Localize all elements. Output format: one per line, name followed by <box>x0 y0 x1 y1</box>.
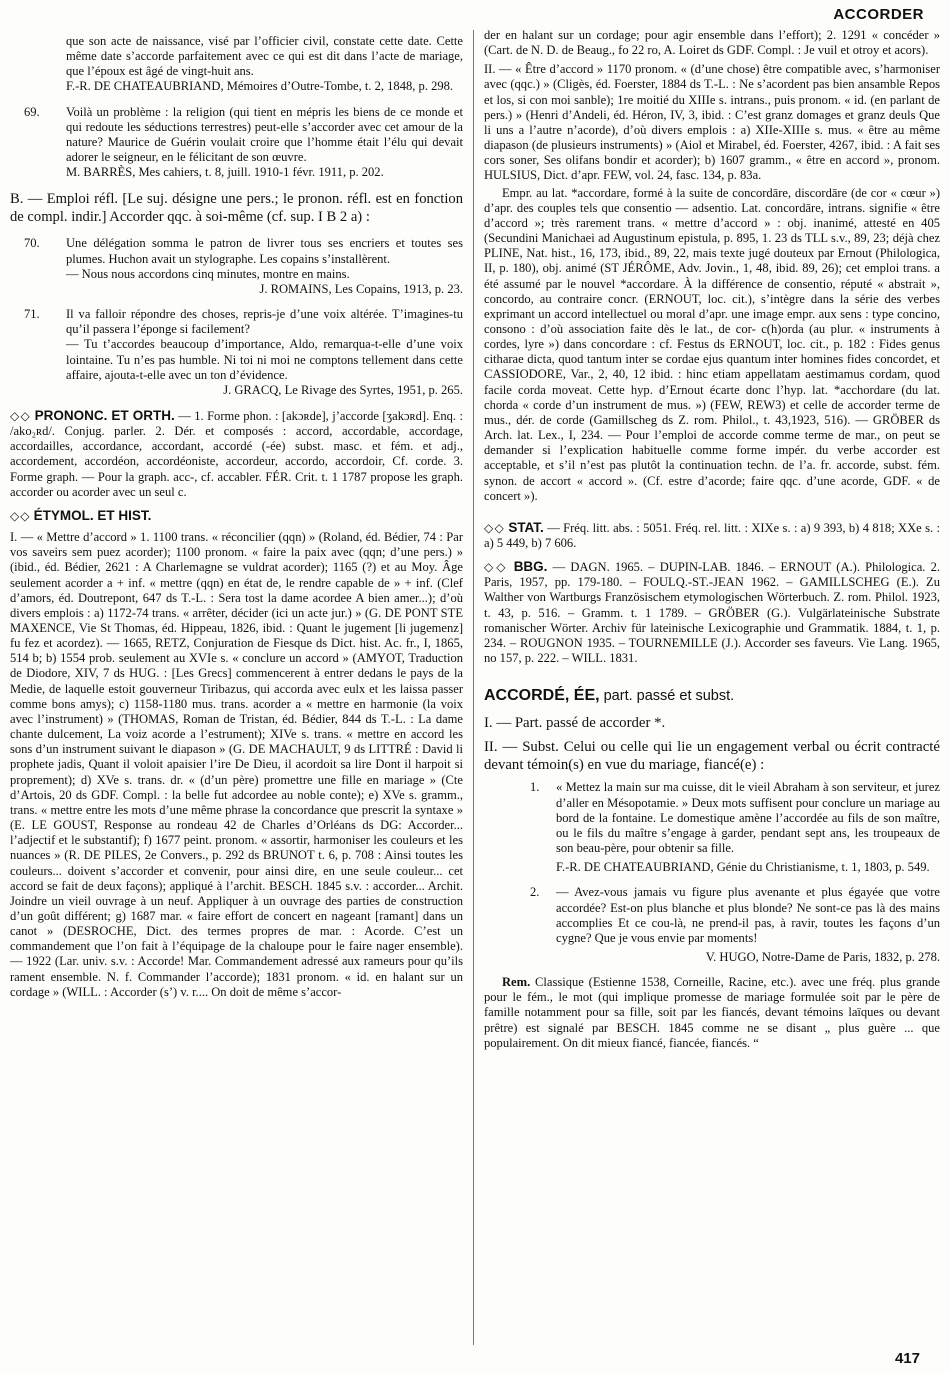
diamond-icon: ◇◇ <box>10 508 31 523</box>
quote-number: 71. <box>24 307 40 322</box>
quote-text: que son acte de naissance, visé par l’officier civil, constate cette date. Cette même date s’accorde parfaitement avec ce qui est dit dans l’acte de mariage, que l’époux est âgé de vingt-huit ans. <box>66 34 463 79</box>
running-head: ACCORDER <box>833 6 924 23</box>
quote-source: F.-R. DE CHATEAUBRIAND, Génie du Christianisme, t. 1, 1803, p. 549. <box>556 860 930 875</box>
quote-number: 69. <box>24 104 40 119</box>
quote-text: — Nous nous accordons cinq minutes, montre en mains. <box>66 266 350 281</box>
etymology-continuation: der en halant sur un cordage; pour agir ensemble dans l’effort); 2. 1291 « concéder » (Cart. de N. D. de Beaug., fo 22 ro, A. Loiret ds GDF. Compl. : Je vuil et otroy et acors). <box>484 28 940 58</box>
quote-69 <box>10 105 463 181</box>
section-b-heading: B. — Emploi réfl. [Le suj. désigne une pers.; le pronon. réfl. est en fonction de compl. indir.] Accorder qqc. à soi-même (cf. sup. I B 2 a) : <box>10 191 463 226</box>
rubric-title: PRONONC. ET ORTH. <box>34 407 175 423</box>
diamond-icon: ◇◇ <box>10 408 32 423</box>
left-column <box>10 34 463 1344</box>
rubric-text: — DAGN. 1965. – DUPIN-LAB. 1846. – ERNOUT (A.). Philologica. 2. Paris, 1957, pp. 179-180. – FOULQ.-ST.-JEAN 1962. – GAMILLSCHEG (E.). Zu Walther von Wartburgs Französischem etymologischen Wörterbuch. Z. rom. Philol. 1923, t. 43, p. 516. – Gramm. t. 1 1789. – GRÖBER (G.). Vulgärlateinische Substrate romanischer Wörter. Archiv für lateinische Lexicographie und Grammatik. 1884, t. 1, p. 234. – ROUGNON 1935. – TOURNEMILLE (J.). Accorder ses faveurs. Vie Lang. 1965, no 157, p. 222. – WILL. 1831. <box>484 560 940 666</box>
diamond-icon: ◇◇ <box>484 520 505 535</box>
remark <box>484 975 940 1051</box>
quote-body: Une délégation somma le patron de livrer tous ses encriers et toutes ses plumes. Huchon avait un stylographe. Les copains s’installèrent. <box>66 236 463 266</box>
rubric-text: — 1. Forme phon. : [akɔʀde], j’accorde [ʒakɔʀd]. Enq. : /ako₂ʀd/. Conjug. parler. 2. Dér. et composés : accord, accordable, accordage, accordailles, accordance, accordant, accordé (-ée) subst. masc. et fém. et adj., accordement, accordéon, accordéoniste, accordeur, accordo, accordoir, Cf. corde. 3. Forme graph. — Pour la graph. acc-, cf. accabler. FÉR. Crit. t. 1 1787 propose les graph. accorder ou acorder avec un seul c. <box>10 408 463 499</box>
quote-body: Il va falloir répondre des choses, repris-je d’une voix altérée. T’imagines-tu qu’il passera l’éponge si facilement? <box>66 307 463 337</box>
quote-number: 1. <box>530 780 540 795</box>
quote-70 <box>10 236 463 297</box>
statistics-rubric <box>484 520 940 551</box>
column-divider <box>473 30 474 1345</box>
etymology-borrowing: Empr. au lat. *accordare, formé à la suite de concordāre, discordāre (de cor « cœur ») d’apr. des couples tels que consentio — adsentio. Lat. concordāre, intrans. signifie « être d’accord »; très rarement trans. « mettre d’accord » : obj. inanimé, attesté en 405 (Secundini Manichaei ad Augustinum epistula, p. 895, 1. 23 ds TLL s.v., 89, 23; déjà chez PLINE, Nat. hist., 16, 173, ibid., 89, 22, mais texte jugé douteux par Ernout (Philologica, II, p. 180), obj. animé (ST JÉRÔME, Adv. Jovin., 1, 48, ibid. 89, 26); cet emploi trans. a été assumé par le nouvel *accordare. À la différence de consentio, réputé « abstrait », concordo, au contraire concr. (ERNOUT, loc. cit.), s’intègre dans la série des verbes exprimant un accord intellectuel ou moral d’apr. une image empr. aux sens : type concino, consono : d’où association faite dès le lat., de cor- c(h)orda (au plur. « instruments à cordes, lyre ») dans concordare : cf. Festus ds ERNOUT, loc. cit., p. 182 : Fides genus citharae dicta, quod tantum inter se cordae ejus quantum inter homines fides concordet, et CASSIODORE, Var., 2, 40, 12 ibid. : hinc etiam appellatam aestimamus cordam, quod facile corda moveat. Cette hyp. d’Ernout écarte donc l’hyp. lat. *acchordare (du lat. chorda « corde d’un instrument de mus. ») (FEW, REW3) et celle de accorder terme de mus., dér. de corde (Gamillscheg ds Z. rom. Philol., t. 43,1923, 516). — GRÖBER ds Arch. lat. Lex., I, 234. — Pour l’emploi de accorde comme terme de mar., on peut se demander si l’explication habituelle comme forme impér. du verbe accorder est acceptable, et s’il n’est pas plutôt la continuation techn. de l’a. fr. accorde, subst. fém. synon. de accort « accord ». (Cf. estre d’acorde; faire qqc. d’une acorde, GDF. « de concert »). <box>484 185 940 503</box>
quote-source: V. HUGO, Notre-Dame de Paris, 1832, p. 278. <box>705 949 940 964</box>
quote-68 <box>10 34 463 95</box>
quote-source: F.-R. DE CHATEAUBRIAND, Mémoires d’Outre-Tombe, t. 2, 1848, p. 298. <box>66 79 454 94</box>
quote-1 <box>484 780 940 875</box>
remark-label: Rem. <box>502 975 531 990</box>
diamond-icon: ◇◇ <box>484 560 509 575</box>
quote-text <box>24 307 463 337</box>
quote-2 <box>484 885 940 965</box>
page-number: 417 <box>894 1350 920 1367</box>
entry-pos: part. passé et subst. <box>603 688 735 705</box>
etymology-rubric <box>10 508 463 1000</box>
bibliography-rubric <box>484 559 940 666</box>
quote-number: 2. <box>530 885 540 900</box>
sense-ii: II. — Subst. Celui ou celle qui lie un engagement verbal ou écrit contracté devant témoin(s) en vue du mariage, fiancé(e) : <box>484 739 940 774</box>
quote-number: 70. <box>24 236 40 251</box>
rubric-title: STAT. <box>508 519 544 535</box>
quote-source: J. ROMAINS, Les Copains, 1913, p. 23. <box>259 281 463 296</box>
rubric-text: — Fréq. litt. abs. : 5051. Fréq. rel. litt. : XIXe s. : a) 9 393, b) 4 818; XXe s. : a) 5 449, b) 7 606. <box>484 520 940 550</box>
remark-text: Classique (Estienne 1538, Corneille, Racine, etc.). avec une fréq. plus grande pour le fém., le mot (qui implique promesse de mariage formulée soit par le père de famille notamment pour sa fille, soit par les fiancés, devant témoins laïques ou devant prêtre) est signalé par BESCH. 1845 comme ne se disant „ plus guère ... que populairement. On dit mieux fiancé, fiancée, fiancés. “ <box>484 975 940 1050</box>
rubric-title: BBG. <box>513 559 548 575</box>
quote-text <box>24 104 463 166</box>
prononciation-rubric <box>10 408 463 500</box>
right-column <box>484 28 940 1328</box>
quote-text <box>530 885 940 946</box>
rubric-text: I. — « Mettre d’accord » 1. 1100 trans. « réconcilier (qqn) » (Roland, éd. Bédier, 74 : Par vos saveirs sem puez acorder); 1100 pronom. « faire la paix avec (qqn; d’une pers.) » (ibid., éd. Bédier, 2621 : A Charlemagne se vuldrat acorder); 1165 (?) et au Moy. Âge seulement acorder a + inf. « mettre (qqn) en état de, le rendre capable de » + inf. (Clef d’amors, éd. Doutrepont, 647 ds T.-L. : Sera tost la dame acordee A bien amer...); d’où divers emplois : a) 1172-74 trans. « arrêter, décider (ici un acte jur.) » (G. DE PONT STE MAXENCE, Vie St Thomas, éd. Hippeau, 1826, ibid. : Quant le jugement [li jugemenz] fu fez et acordez). — 1665, RETZ, Conjuration de Fiesque ds Dict. hist. Ac. fr., I, 1865, 514 b; b) 1554 prob. seulement au XVIe s. « conclure un accord » (AMYOT, Traduction de Diodore, XIV, 7 ds HUG. : [Les Grecs] commencerent à entrer dedans le pays de la Medie, de laquelle estoit gouverneur Tiribazus, qui accorda avec eulx et les laissa passer comme bons amys); c) 1158-1180 mus. trans. acorder a « mettre en harmonie (la voix avec l’instrument) » (THOMAS, Roman de Tristan, éd. Bédier, 844 ds T.-L. : La dame chante dulcement, La voiz acorde a l’estrument); XIVe s. trans. « mettre en accord les sons d’un instrument suivant le diapason » (G. DE MACHAULT, 9 ds LITTRÉ : David li prophete jadis, Quant il voloit apaisier l’ire De Dieu, il acordoit sa lire Dont il harpoit si proprement); d) XVe s. trans. dr. « (d’un père) promettre une fille en mariage » (Cte d’Artois, 20 ds GDF. Compl. : la belle fut adcordee au noble conte); e) XVe s. gramm., trans. « mettre entre les mots d’une même phrase la concordance que prescrit la syntaxe » (E. LE GOUST, Response au rondeau 42 de Charles d’Orléans ds DG: Accorder... l’adjectif et le substantif); f) 1677 peint. pronom. « assortir, harmoniser les couleurs et les nuances » (R. DE PILES, 2e Convers., p. 292 ds BRUNOT t. 6, p. 708 : Ainsi toutes les couleurs... doivent s’accorder et convenir, pour ainsi dire, en une seule couleur... cet accord se fait de deux façons); appliqué à l’archit. BESCH. 1845 s.v. : accorder... Archit. Joindre un vieil ouvrage à un neuf. Appliquer à un ouvrage des parties de construction d’un goût différent; g) 1687 mar. « faire effort de concert en nageant [ramant] dans un canot » (DESROCHE, Dict. des termes propres de mar. : Acorde. C’est un commandement que l’on fait à l’équipage de la chaloupe pour le faire nager ensemble). — 1922 (Lar. univ. s.v. : Accorde! Mar. Commandement adressé aux rameurs pour qu’ils rament ensemble. N. f. Commander l’accorde); 1831 pronom. « id. en halant sur un cordage » (WILL. : Accorder (s’) v. r.... On doit de même s’accor- <box>10 530 463 999</box>
entry-headword: ACCORDÉ, ÉE, <box>484 687 600 705</box>
quote-text <box>530 780 940 856</box>
sense-i: I. — Part. passé de accorder *. <box>484 715 666 732</box>
quote-body: « Mettez la main sur ma cuisse, dit le vieil Abraham à son serviteur, et jurez d’aller en Mésopotamie. » Deux mots suffisent pour conclure un mariage au bord de la fontaine. Le domestique amène l’accordée au fils de son maître, ou le fils du maître s’engage à garder, pendant sept ans, les troupeaux de son beau-père, pour obtenir sa fille. <box>556 780 940 856</box>
quote-text <box>24 236 463 266</box>
quote-71 <box>10 307 463 398</box>
rubric-title: ÉTYMOL. ET HIST. <box>33 507 152 523</box>
quote-text: — Tu t’accordes beaucoup d’importance, Aldo, remarqua-t-elle d’une voix lointaine. Tu n’es pas humble. Ni toi ni moi ne comptons tellement dans cette affaire, ajouta-t-elle avec un ton d’évidence. <box>66 337 463 382</box>
entry-title <box>484 688 940 704</box>
quote-source: M. BARRÈS, Mes cahiers, t. 8, juill. 1910-1 févr. 1911, p. 202. <box>66 165 384 180</box>
quote-body: Voilà un problème : la religion (qui tient en mépris les biens de ce monde et qui redoute les séductions terrestres) peut-elle s’accorder avec cet amour de la nature? Maurice de Guérin voulait croire que l’homme était l’élu qui devait adorer le seigneur, en le félicitant de son œuvre. <box>66 104 463 165</box>
quote-source: J. GRACQ, Le Rivage des Syrtes, 1951, p. 265. <box>223 382 463 397</box>
etymology-section-ii: II. — « Être d’accord » 1170 pronom. « (d’une chose) être compatible avec, s’harmoniser avec (qqc.) » (Cligès, éd. Foerster, 1884 ds T.-L. : Ne s’acordent pas bien ansamble Repos et los, si con moi sanble); 1re moitié du XIIIe s. intrans., puis pronom. « id. (en parlant de pers.) » (Henri d’Andeli, éd. Héron, IV, 3, ibid. : C’est granz domages et granz deuls Que li uns a l’autre n’acorde), d’où divers emplois : a) XIIe-XIIIe s. mus. « être au même diapason (de plusieurs instruments) » (Aiol et Mirabel, éd. Foerster, 4267, ibid. : A fait ses cors soner, Ses olifans bondir et acorder); b) 1607 gramm., « être en accord », pronom. HULSIUS, Dict. d’apr. FEW, vol. 24, fasc. 134, p. 83a. <box>484 62 940 183</box>
quote-body: — Avez-vous jamais vu figure plus avenante et plus égayée que votre accordée? Est-on plus blanche et plus blonde? Ne sont-ce pas là des mains accomplies Et ce cou-là, ne prend-il pas, à ravir, toutes les façons d’un cygne? Que je vous envie par moments! <box>556 885 940 945</box>
